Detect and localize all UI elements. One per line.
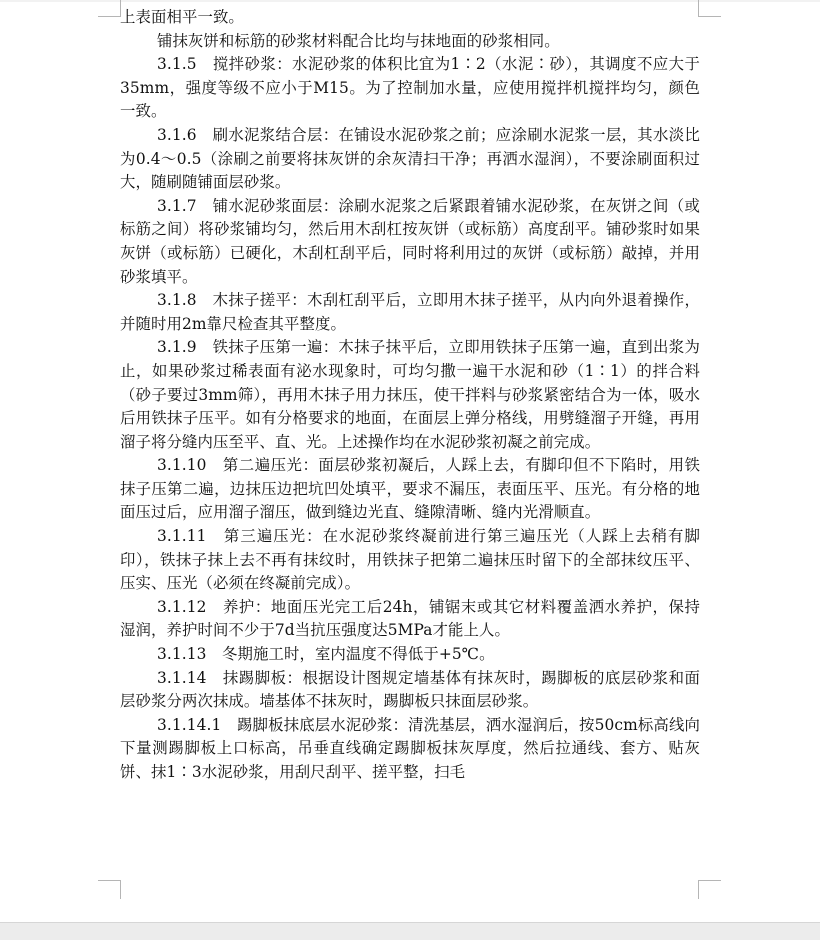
paragraph-3-1-14-1: 3.1.14.1 踢脚板抹底层水泥砂浆：清洗基层，洒水湿润后，按50cm标高线向下量测踢脚板上口标高，吊垂直线确定踢脚板抹灰厚度，然后拉通线、套方、贴灰饼、抹1∶3水泥砂浆，用刮尺刮平、搓平整，扫毛 — [120, 715, 700, 781]
document-body — [120, 6, 700, 785]
paragraph-mortar-materials: 铺抹灰饼和标筋的砂浆材料配合比均与抹地面的砂浆相同。 — [156, 31, 560, 50]
page-top-edge — [0, 0, 820, 2]
crop-mark-bottom-left — [98, 880, 121, 899]
page-gap-area — [0, 922, 820, 940]
paragraph-3-1-7: 3.1.7 铺水泥砂浆面层：涂刷水泥浆之后紧跟着铺水泥砂浆，在灰饼之间（或标筋之间）将砂浆铺均匀，然后用木刮杠按灰饼（或标筋）高度刮平。铺砂浆时如果灰饼（或标筋）已硬化，木刮杠刮平后，同时将利用过的灰饼（或标筋）敲掉，并用砂浆填平。 — [120, 196, 700, 286]
paragraph-3-1-12: 3.1.12 养护：地面压光完工后24h，铺锯末或其它材料覆盖洒水养护，保持湿润，养护时间不少于7d当抗压强度达5MPa才能上人。 — [120, 597, 700, 640]
crop-mark-bottom-right — [698, 880, 721, 899]
paragraph-3-1-8: 3.1.8 木抹子搓平：木刮杠刮平后，立即用木抹子搓平，从内向外退着操作，并随时用2m靠尺检查其平整度。 — [120, 291, 700, 333]
paragraph-3-1-13: 3.1.13 冬期施工时，室内温度不得低于+5℃。 — [156, 645, 495, 664]
paragraph-3-1-9: 3.1.9 铁抹子压第一遍：木抹子抹平后，立即用铁抹子压第一遍，直到出浆为止，如果砂浆过稀表面有泌水现象时，可均匀撒一遍干水泥和砂（1∶1）的拌合料（砂子要过3mm筛），再用木抹子用力抹压，使干拌料与砂浆紧密结合为一体，吸水后用铁抹子压平。如有分格要求的地面，在面层上弹分格线，用劈缝溜子开缝，再用溜子将分缝内压至平、直、光。上述操作均在水泥砂浆初凝之前完成。 — [120, 338, 700, 451]
paragraph-3-1-11: 3.1.11 第三遍压光：在水泥砂浆终凝前进行第三遍压光（人踩上去稍有脚印），铁抹子抹上去不再有抹纹时，用铁抹子把第二遍抹压时留下的全部抹纹压平、压实、压光（必须在终凝前完成）。 — [120, 527, 700, 593]
paragraph-3-1-6: 3.1.6 刷水泥浆结合层：在铺设水泥砂浆之前；应涂刷水泥浆一层，其水淡比为0.4～0.5（涂刷之前要将抹灰饼的余灰清扫干净；再洒水湿润），不要涂刷面积过大，随刷随铺面层砂浆。 — [120, 125, 700, 192]
crop-mark-top-left — [98, 0, 121, 17]
paragraph-3-1-10: 3.1.10 第二遍压光：面层砂浆初凝后，人踩上去，有脚印但不下陷时，用铁抹子压第二遍，边抹压边把坑凹处填平，要求不漏压，表面压平、压光。有分格的地面压过后，应用溜子溜压，做到缝边光直、缝隙清晰、缝内光滑顺直。 — [120, 456, 700, 522]
paragraph-3-1-5: 3.1.5 搅拌砂浆：水泥砂浆的体积比宜为1∶2（水泥∶砂），其调度不应大于35mm，强度等级不应小于M15。为了控制加水量，应使用搅拌机搅拌均匀，颜色一致。 — [120, 55, 700, 121]
crop-mark-top-right — [698, 0, 721, 17]
paragraph-3-1-14: 3.1.14 抹踢脚板：根据设计图规定墙基体有抹灰时，踢脚板的底层砂浆和面层砂浆分两次抹成。墙基体不抹灰时，踢脚板只抹面层砂浆。 — [120, 668, 700, 711]
paragraph-continuation: 上表面相平一致。 — [120, 8, 244, 26]
